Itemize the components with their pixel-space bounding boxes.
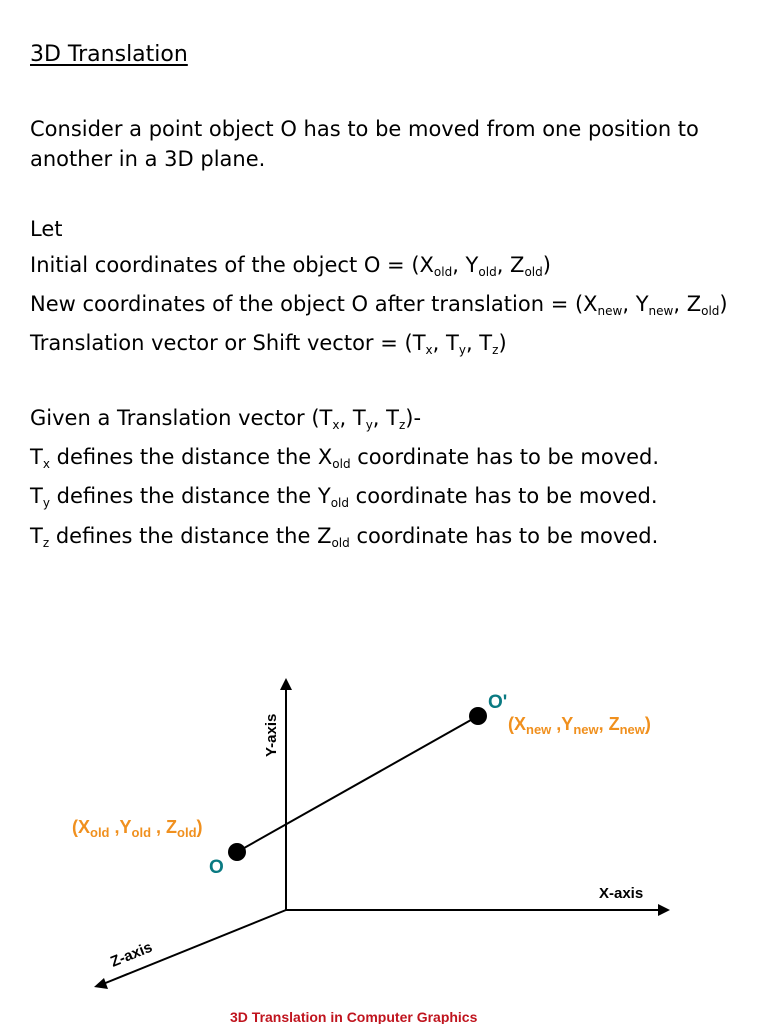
z-axis-arrowhead bbox=[94, 978, 108, 989]
intro-paragraph: Consider a point object O has to be moved from one position to another in a 3D plane. bbox=[30, 117, 699, 171]
point-o-label: O bbox=[209, 857, 224, 878]
tx-definition-line: $T_x$ defines the distance the $X_{old}$ coordinate has to be moved. bbox=[30, 445, 660, 471]
point-o-new-marker bbox=[469, 707, 487, 725]
point-o-marker bbox=[228, 843, 246, 861]
new-coordinates-line: New coordinates of the object O after translation = ($X_{new}$, $Y_{new}$, $Z_{old}$) bbox=[30, 292, 728, 318]
diagram-caption: 3D Translation in Computer Graphics bbox=[230, 1009, 478, 1024]
x-axis-label: X-axis bbox=[599, 885, 644, 902]
page-title: 3D Translation bbox=[30, 42, 188, 67]
tz-definition-line: $T_z$ defines the distance the $Z_{old}$ coordinate has to be moved. bbox=[30, 524, 659, 550]
given-vector-line: Given a Translation vector ($T_x$, $T_y$, $T_z)-$ bbox=[30, 406, 422, 432]
y-axis-arrowhead bbox=[280, 678, 292, 690]
initial-coordinates-line: Initial coordinates of the object $O = (X_{old}$, $Y_{old}$, $Z_{old}$) bbox=[30, 253, 551, 279]
old-coordinates-label: ($X_{old}$ $,Y_{old}$ , $Z_{old}$) bbox=[72, 817, 203, 840]
point-o-new-label: O' bbox=[488, 692, 508, 713]
z-axis-label: Z-axis bbox=[108, 938, 155, 971]
new-coordinates-label: ($X_{new}$ $,Y_{new}$, $Z_{new}$) bbox=[508, 714, 651, 737]
translation-vector-line: Translation vector or Shift vector = ($T_x$, $T_y$, $T_z$) bbox=[30, 331, 507, 357]
y-axis-label: Y-axis bbox=[263, 713, 280, 757]
let-label: Let bbox=[30, 217, 63, 241]
x-axis-arrowhead bbox=[658, 904, 670, 916]
ty-definition-line: $T_y$ defines the distance the $Y_{old}$ coordinate has to be moved. bbox=[30, 484, 658, 510]
